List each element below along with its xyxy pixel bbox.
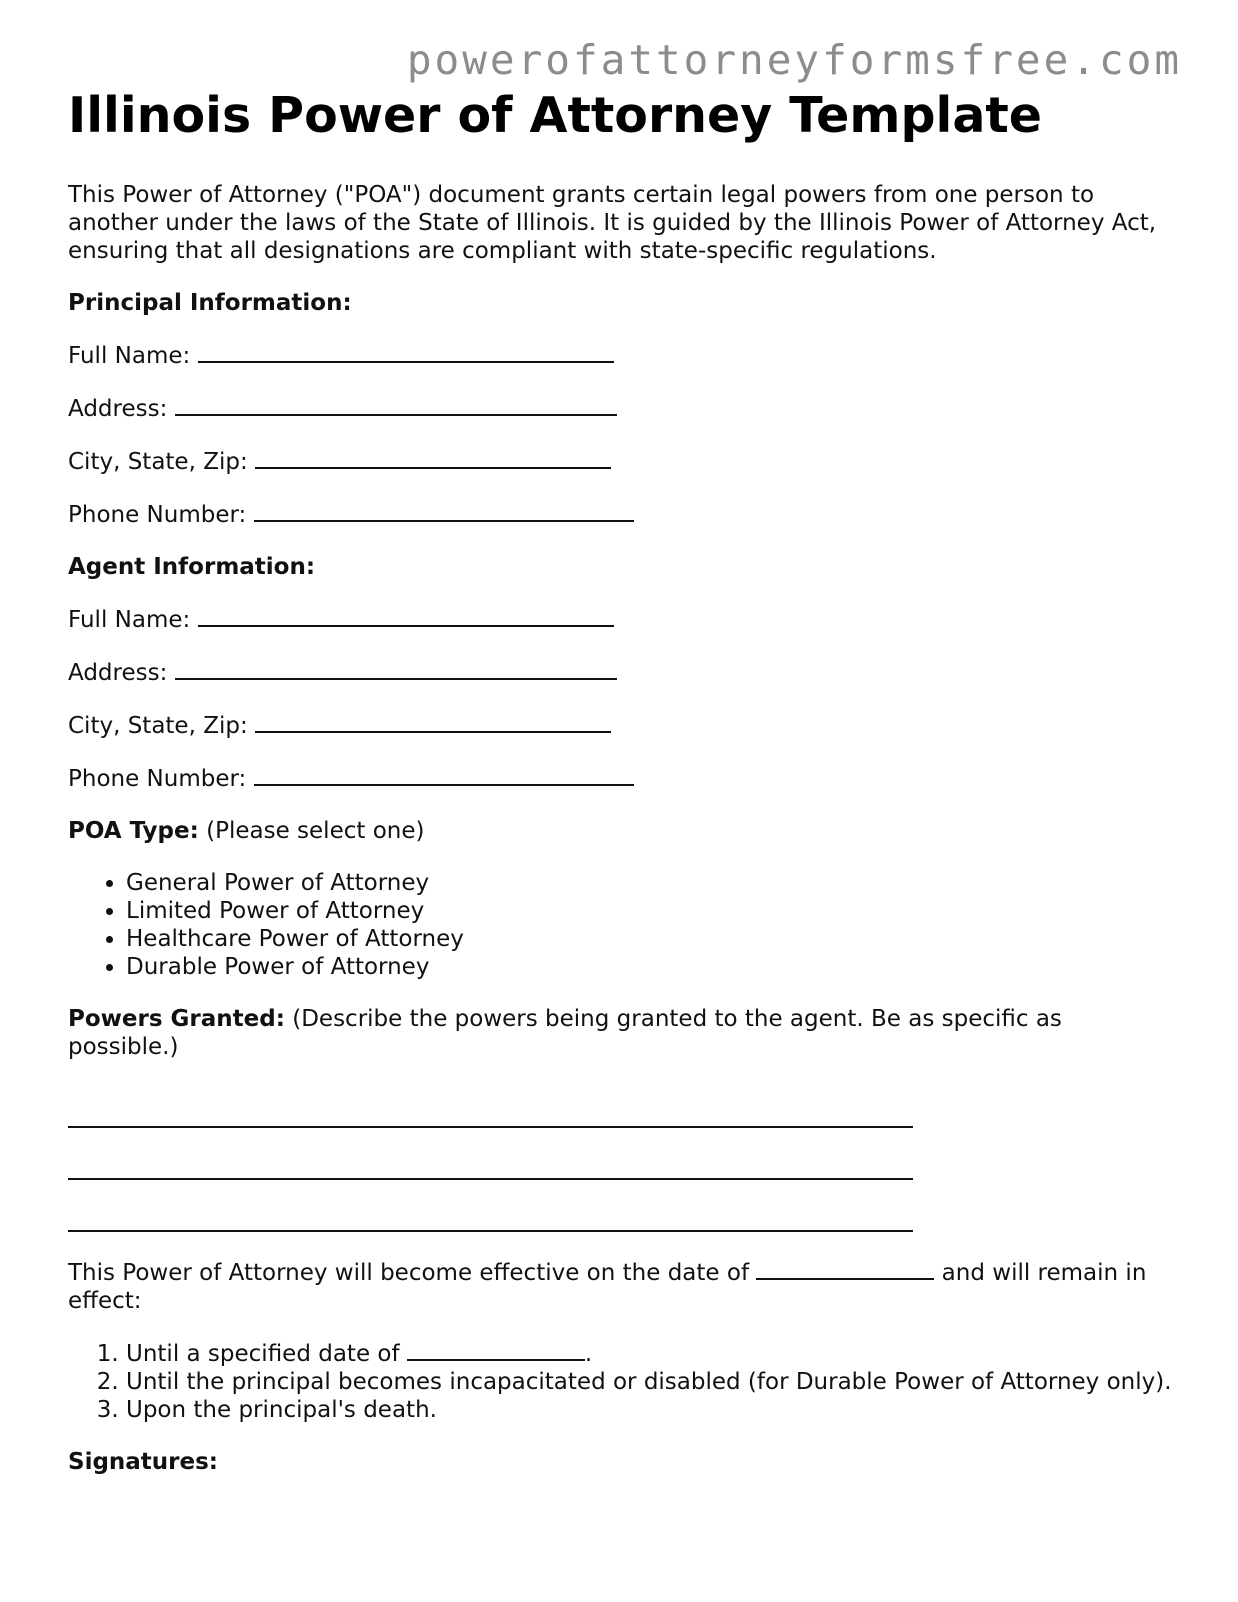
poa-type-option[interactable]: • Healthcare Power of Attorney bbox=[126, 925, 1178, 953]
agent-phone-field[interactable] bbox=[68, 764, 1178, 793]
duration-item-text: Until a specified date of bbox=[126, 1341, 400, 1367]
blank-line bbox=[255, 447, 611, 469]
poa-type-label: POA Type: bbox=[68, 818, 199, 844]
effective-date-blank[interactable] bbox=[756, 1258, 934, 1280]
effective-paragraph bbox=[68, 1258, 1178, 1315]
blank-line bbox=[254, 500, 634, 522]
agent-full-name-field[interactable] bbox=[68, 605, 1178, 634]
effective-duration-list bbox=[68, 1339, 1178, 1424]
document-title: Illinois Power of Attorney Template bbox=[68, 87, 1043, 144]
field-label: Full Name: bbox=[68, 607, 191, 633]
effective-before: This Power of Attorney will become effective on the date of bbox=[68, 1260, 750, 1286]
blank-line bbox=[198, 605, 614, 627]
principal-heading: Principal Information: bbox=[68, 290, 352, 316]
poa-type-option[interactable]: • General Power of Attorney bbox=[126, 869, 1178, 897]
field-label: City, State, Zip: bbox=[68, 713, 248, 739]
effective-after: and will remain in effect: bbox=[68, 1260, 1147, 1314]
watermark: powerofattorneyformsfree.com bbox=[406, 36, 1182, 84]
poa-type-option[interactable]: • Limited Power of Attorney bbox=[126, 897, 1178, 925]
field-label: Address: bbox=[68, 660, 168, 686]
powers-line-1[interactable] bbox=[68, 1126, 913, 1128]
duration-item: 3. Upon the principal's death. bbox=[126, 1396, 1178, 1424]
document-body bbox=[68, 88, 1178, 1476]
poa-type-heading bbox=[68, 817, 1178, 845]
blank-line bbox=[255, 711, 611, 733]
agent-city-state-zip-field[interactable] bbox=[68, 711, 1178, 740]
powers-line-3[interactable] bbox=[68, 1230, 913, 1232]
field-label: Full Name: bbox=[68, 343, 191, 369]
duration-item bbox=[126, 1339, 1178, 1368]
powers-granted-note: (Describe the powers being granted to the agent. Be as specific as possible.) bbox=[68, 1006, 1062, 1060]
principal-full-name-field[interactable] bbox=[68, 341, 1178, 370]
poa-type-note: (Please select one) bbox=[198, 818, 425, 844]
blank-line bbox=[254, 764, 634, 786]
powers-granted-label: Powers Granted: bbox=[68, 1006, 285, 1032]
blank-line bbox=[175, 394, 617, 416]
field-label: City, State, Zip: bbox=[68, 449, 248, 475]
powers-granted-heading bbox=[68, 1005, 1178, 1061]
agent-address-field[interactable] bbox=[68, 658, 1178, 687]
duration-item-end: . bbox=[584, 1341, 593, 1367]
specified-date-blank[interactable] bbox=[407, 1339, 585, 1361]
principal-address-field[interactable] bbox=[68, 394, 1178, 423]
field-label: Phone Number: bbox=[68, 766, 247, 792]
blank-line bbox=[198, 341, 614, 363]
duration-item: 2. Until the principal becomes incapacitated or disabled (for Durable Power of Attorney only). bbox=[126, 1368, 1178, 1396]
field-label: Phone Number: bbox=[68, 502, 247, 528]
blank-line bbox=[175, 658, 617, 680]
principal-city-state-zip-field[interactable] bbox=[68, 447, 1178, 476]
poa-type-list bbox=[68, 869, 1178, 981]
signatures-heading: Signatures: bbox=[68, 1449, 219, 1475]
powers-line-2[interactable] bbox=[68, 1178, 913, 1180]
field-label: Address: bbox=[68, 396, 168, 422]
poa-type-option[interactable]: • Durable Power of Attorney bbox=[126, 953, 1178, 981]
principal-phone-field[interactable] bbox=[68, 500, 1178, 529]
intro-paragraph: This Power of Attorney ("POA") document grants certain legal powers from one person to another under the laws of the State of Illinois. It is guided by the Illinois Power of Attorney Act, ensuring that all designations are compliant with state-specific regulations. bbox=[68, 182, 1157, 264]
agent-heading: Agent Information: bbox=[68, 554, 316, 580]
